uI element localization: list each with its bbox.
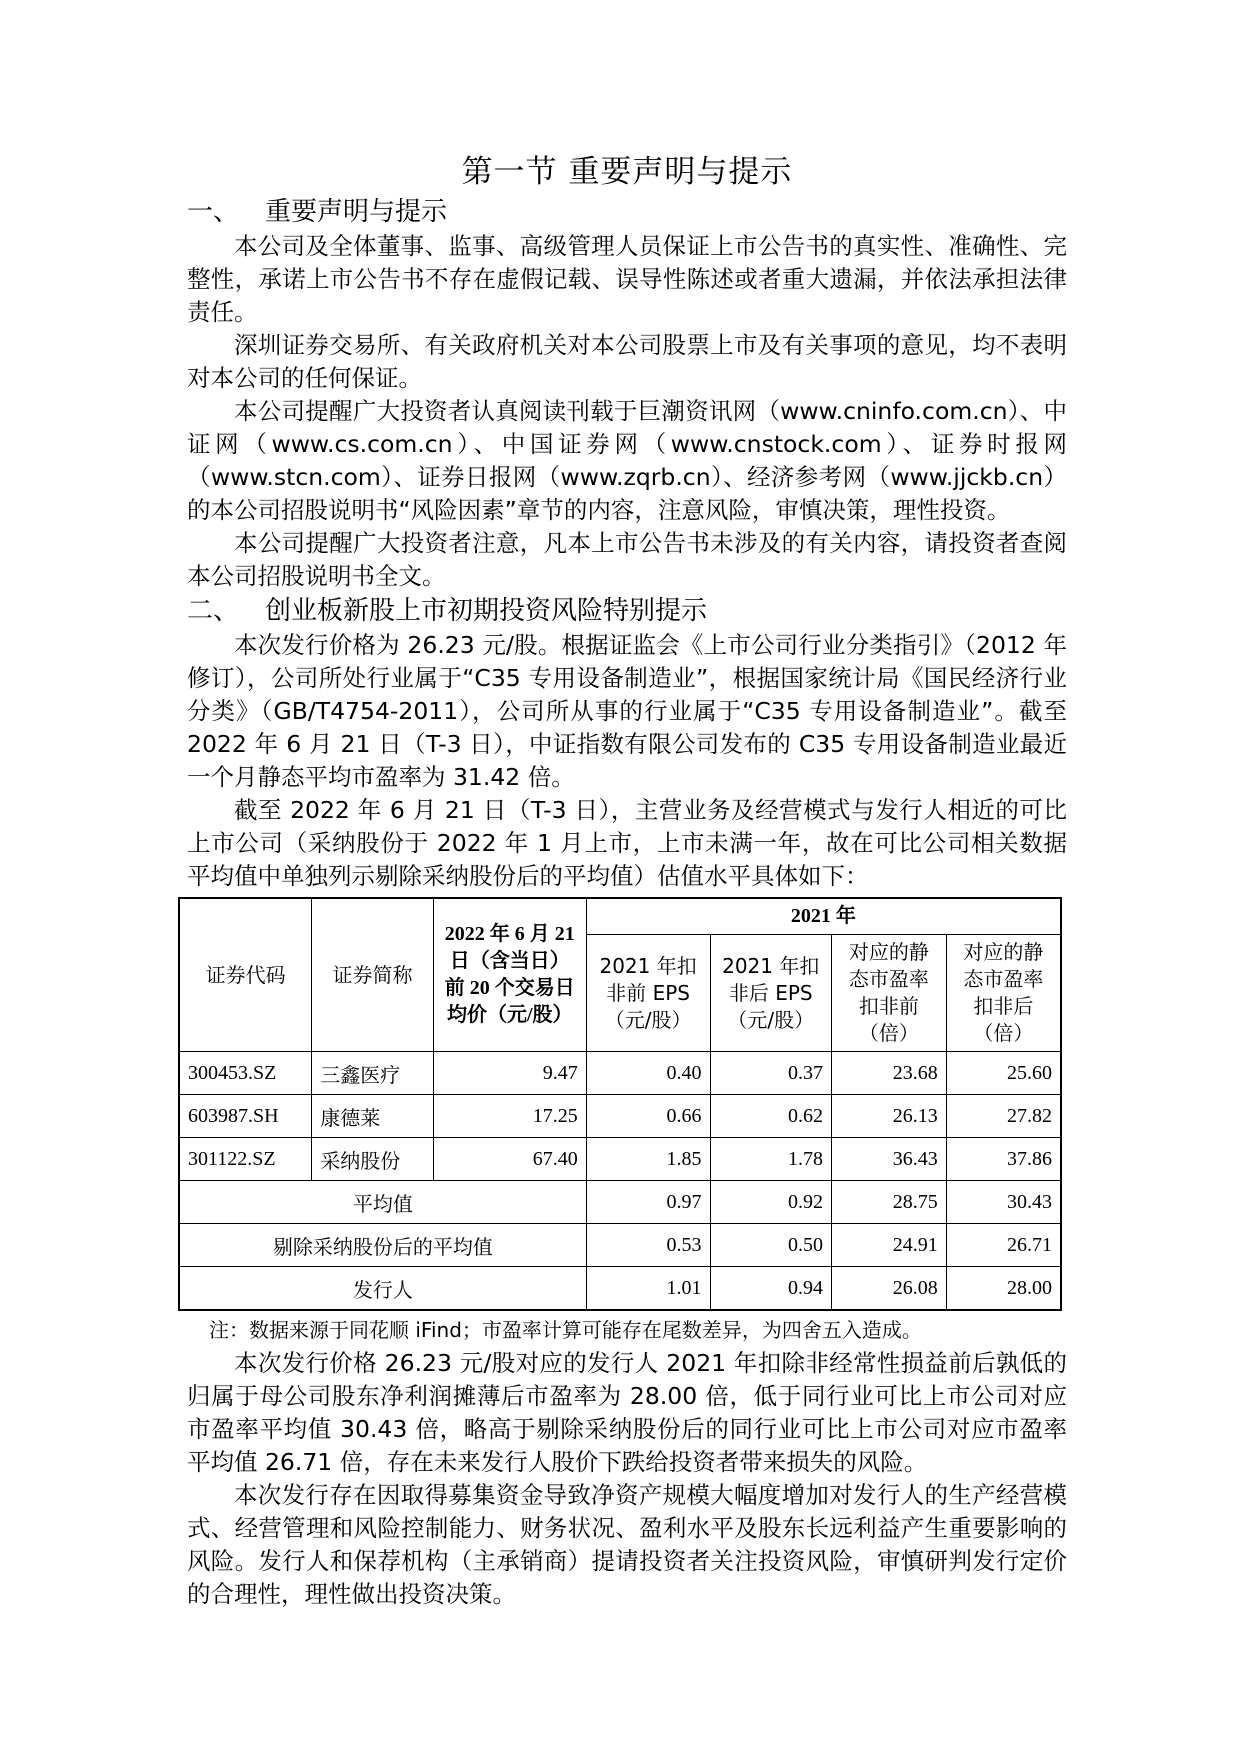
cell-price: 9.47 (433, 1052, 586, 1095)
cell-pe-before: 24.91 (832, 1224, 947, 1267)
cell-pe-after: 37.86 (946, 1138, 1061, 1181)
summary-label: 平均值 (179, 1181, 586, 1224)
cell-code: 301122.SZ (179, 1138, 312, 1181)
cell-eps-after: 0.94 (710, 1267, 832, 1311)
cell-pe-before: 23.68 (832, 1052, 947, 1095)
section-2-paragraph-2: 截至 2022 年 6 月 21 日（T-3 日），主营业务及经营模式与发行人相近的可比上市公司（采纳股份于 2022 年 1 月上市，上市未满一年，故在可比公司相关数据平均值中单独列示剔除采纳股份后的平均值）估值水平具体如下： (187, 796, 1067, 890)
cell-pe-after: 26.71 (946, 1224, 1061, 1267)
cell-code: 300453.SZ (179, 1052, 312, 1095)
cell-eps-before: 0.53 (586, 1224, 710, 1267)
cell-eps-after: 0.37 (710, 1052, 832, 1095)
table-summary-row (179, 1181, 1061, 1224)
table-row (179, 1095, 1061, 1138)
section-1-number: 一、 (187, 197, 240, 227)
cell-eps-before: 1.01 (586, 1267, 710, 1311)
cell-pe-after: 25.60 (946, 1052, 1061, 1095)
table-row (179, 1052, 1061, 1095)
cell-eps-before: 0.97 (586, 1181, 710, 1224)
cell-eps-before: 0.40 (586, 1052, 710, 1095)
cell-name: 采纳股份 (312, 1138, 434, 1181)
cell-eps-after: 0.50 (710, 1224, 832, 1267)
cell-pe-before: 36.43 (832, 1138, 947, 1181)
section-1-paragraph-3: 本公司提醒广大投资者认真阅读刊载于巨潮资讯网（www.cninfo.com.cn）、中证网（www.cs.com.cn）、中国证券网（www.cnstock.com）、证券时报网（www.stcn.com）、证券日报网（www.zqrb.cn）、经济参考网（www.jjckb.cn）的本公司招股说明书“风险因素”章节的内容，注意风险，审慎决策，理性投资。 (187, 397, 1067, 524)
cell-eps-before: 0.66 (586, 1095, 710, 1138)
header-pe-after: 对应的静态市盈率扣非后（倍） (946, 935, 1061, 1052)
table-header-row (179, 898, 1061, 935)
section-2-number: 二、 (187, 596, 240, 626)
header-eps-before: 2021 年扣非前 EPS（元/股） (586, 935, 710, 1052)
header-name: 证券简称 (312, 898, 434, 1052)
header-code: 证券代码 (179, 898, 312, 1052)
cell-pe-after: 27.82 (946, 1095, 1061, 1138)
section-1-title: 重要声明与提示 (265, 197, 448, 227)
section-2-paragraph-1: 本次发行价格为 26.23 元/股。根据证监会《上市公司行业分类指引》（2012 年修订），公司所处行业属于“C35 专用设备制造业”，根据国家统计局《国民经济行业分类》（GB/T4754-2011），公司所从事的行业属于“C35 专用设备制造业”。截至 2022 年 6 月 21 日（T-3 日），中证指数有限公司发布的 C35 专用设备制造业最近一个月静态平均市盈率为 31.42 倍。 (187, 631, 1067, 791)
cell-name: 三鑫医疗 (312, 1052, 434, 1095)
page-title: 第一节 重要声明与提示 (461, 154, 793, 190)
cell-eps-after: 1.78 (710, 1138, 832, 1181)
section-2-heading (187, 593, 1067, 629)
cell-price: 67.40 (433, 1138, 586, 1181)
document-page (187, 150, 1067, 1611)
summary-label: 发行人 (179, 1267, 586, 1311)
table-summary-row (179, 1224, 1061, 1267)
section-1-heading (187, 194, 1067, 230)
section-2-title: 创业板新股上市初期投资风险特别提示 (265, 596, 708, 626)
section-2-paragraph-4: 本次发行存在因取得募集资金导致净资产规模大幅度增加对发行人的生产经营模式、经营管理和风险控制能力、财务状况、盈利水平及股东长远利益产生重要影响的风险。发行人和保荐机构（主承销商）提请投资者关注投资风险，审慎研判发行定价的合理性，理性做出投资决策。 (187, 1481, 1067, 1608)
cell-pe-before: 26.08 (832, 1267, 947, 1311)
section-1-paragraph-2: 深圳证券交易所、有关政府机关对本公司股票上市及有关事项的意见，均不表明对本公司的任何保证。 (187, 331, 1067, 392)
cell-eps-after: 0.92 (710, 1181, 832, 1224)
section-1-paragraph-1: 本公司及全体董事、监事、高级管理人员保证上市公告书的真实性、准确性、完整性，承诺上市公告书不存在虚假记载、误导性陈述或者重大遗漏，并依法承担法律责任。 (187, 232, 1067, 326)
header-avg-price: 2022 年 6 月 21 日（含当日）前 20 个交易日均价（元/股） (433, 898, 586, 1052)
cell-eps-before: 1.85 (586, 1138, 710, 1181)
cell-eps-after: 0.62 (710, 1095, 832, 1138)
section-2-paragraph-3: 本次发行价格 26.23 元/股对应的发行人 2021 年扣除非经常性损益前后孰低的归属于母公司股东净利润摊薄后市盈率为 28.00 倍，低于同行业可比上市公司对应市盈率平均值 30.43 倍，略高于剔除采纳股份后的同行业可比上市公司对应市盈率平均值 26.71 倍，存在未来发行人股价下跌给投资者带来损失的风险。 (187, 1349, 1067, 1476)
cell-price: 17.25 (433, 1095, 586, 1138)
cell-pe-after: 28.00 (946, 1267, 1061, 1311)
valuation-table (178, 897, 1062, 1311)
section-1-paragraph-4: 本公司提醒广大投资者注意，凡本上市公告书未涉及的有关内容，请投资者查阅本公司招股说明书全文。 (187, 529, 1067, 590)
cell-pe-after: 30.43 (946, 1181, 1061, 1224)
cell-code: 603987.SH (179, 1095, 312, 1138)
table-note: 注：数据来源于同花顺 iFind；市盈率计算可能存在尾数差异，为四舍五入造成。 (209, 1318, 922, 1342)
table-summary-row (179, 1267, 1061, 1311)
table-row (179, 1138, 1061, 1181)
cell-name: 康德莱 (312, 1095, 434, 1138)
header-pe-before: 对应的静态市盈率扣非前（倍） (832, 935, 947, 1052)
cell-pe-before: 28.75 (832, 1181, 947, 1224)
summary-label: 剔除采纳股份后的平均值 (179, 1224, 586, 1267)
header-year-group: 2021 年 (586, 898, 1061, 935)
cell-pe-before: 26.13 (832, 1095, 947, 1138)
header-eps-after: 2021 年扣非后 EPS（元/股） (710, 935, 832, 1052)
